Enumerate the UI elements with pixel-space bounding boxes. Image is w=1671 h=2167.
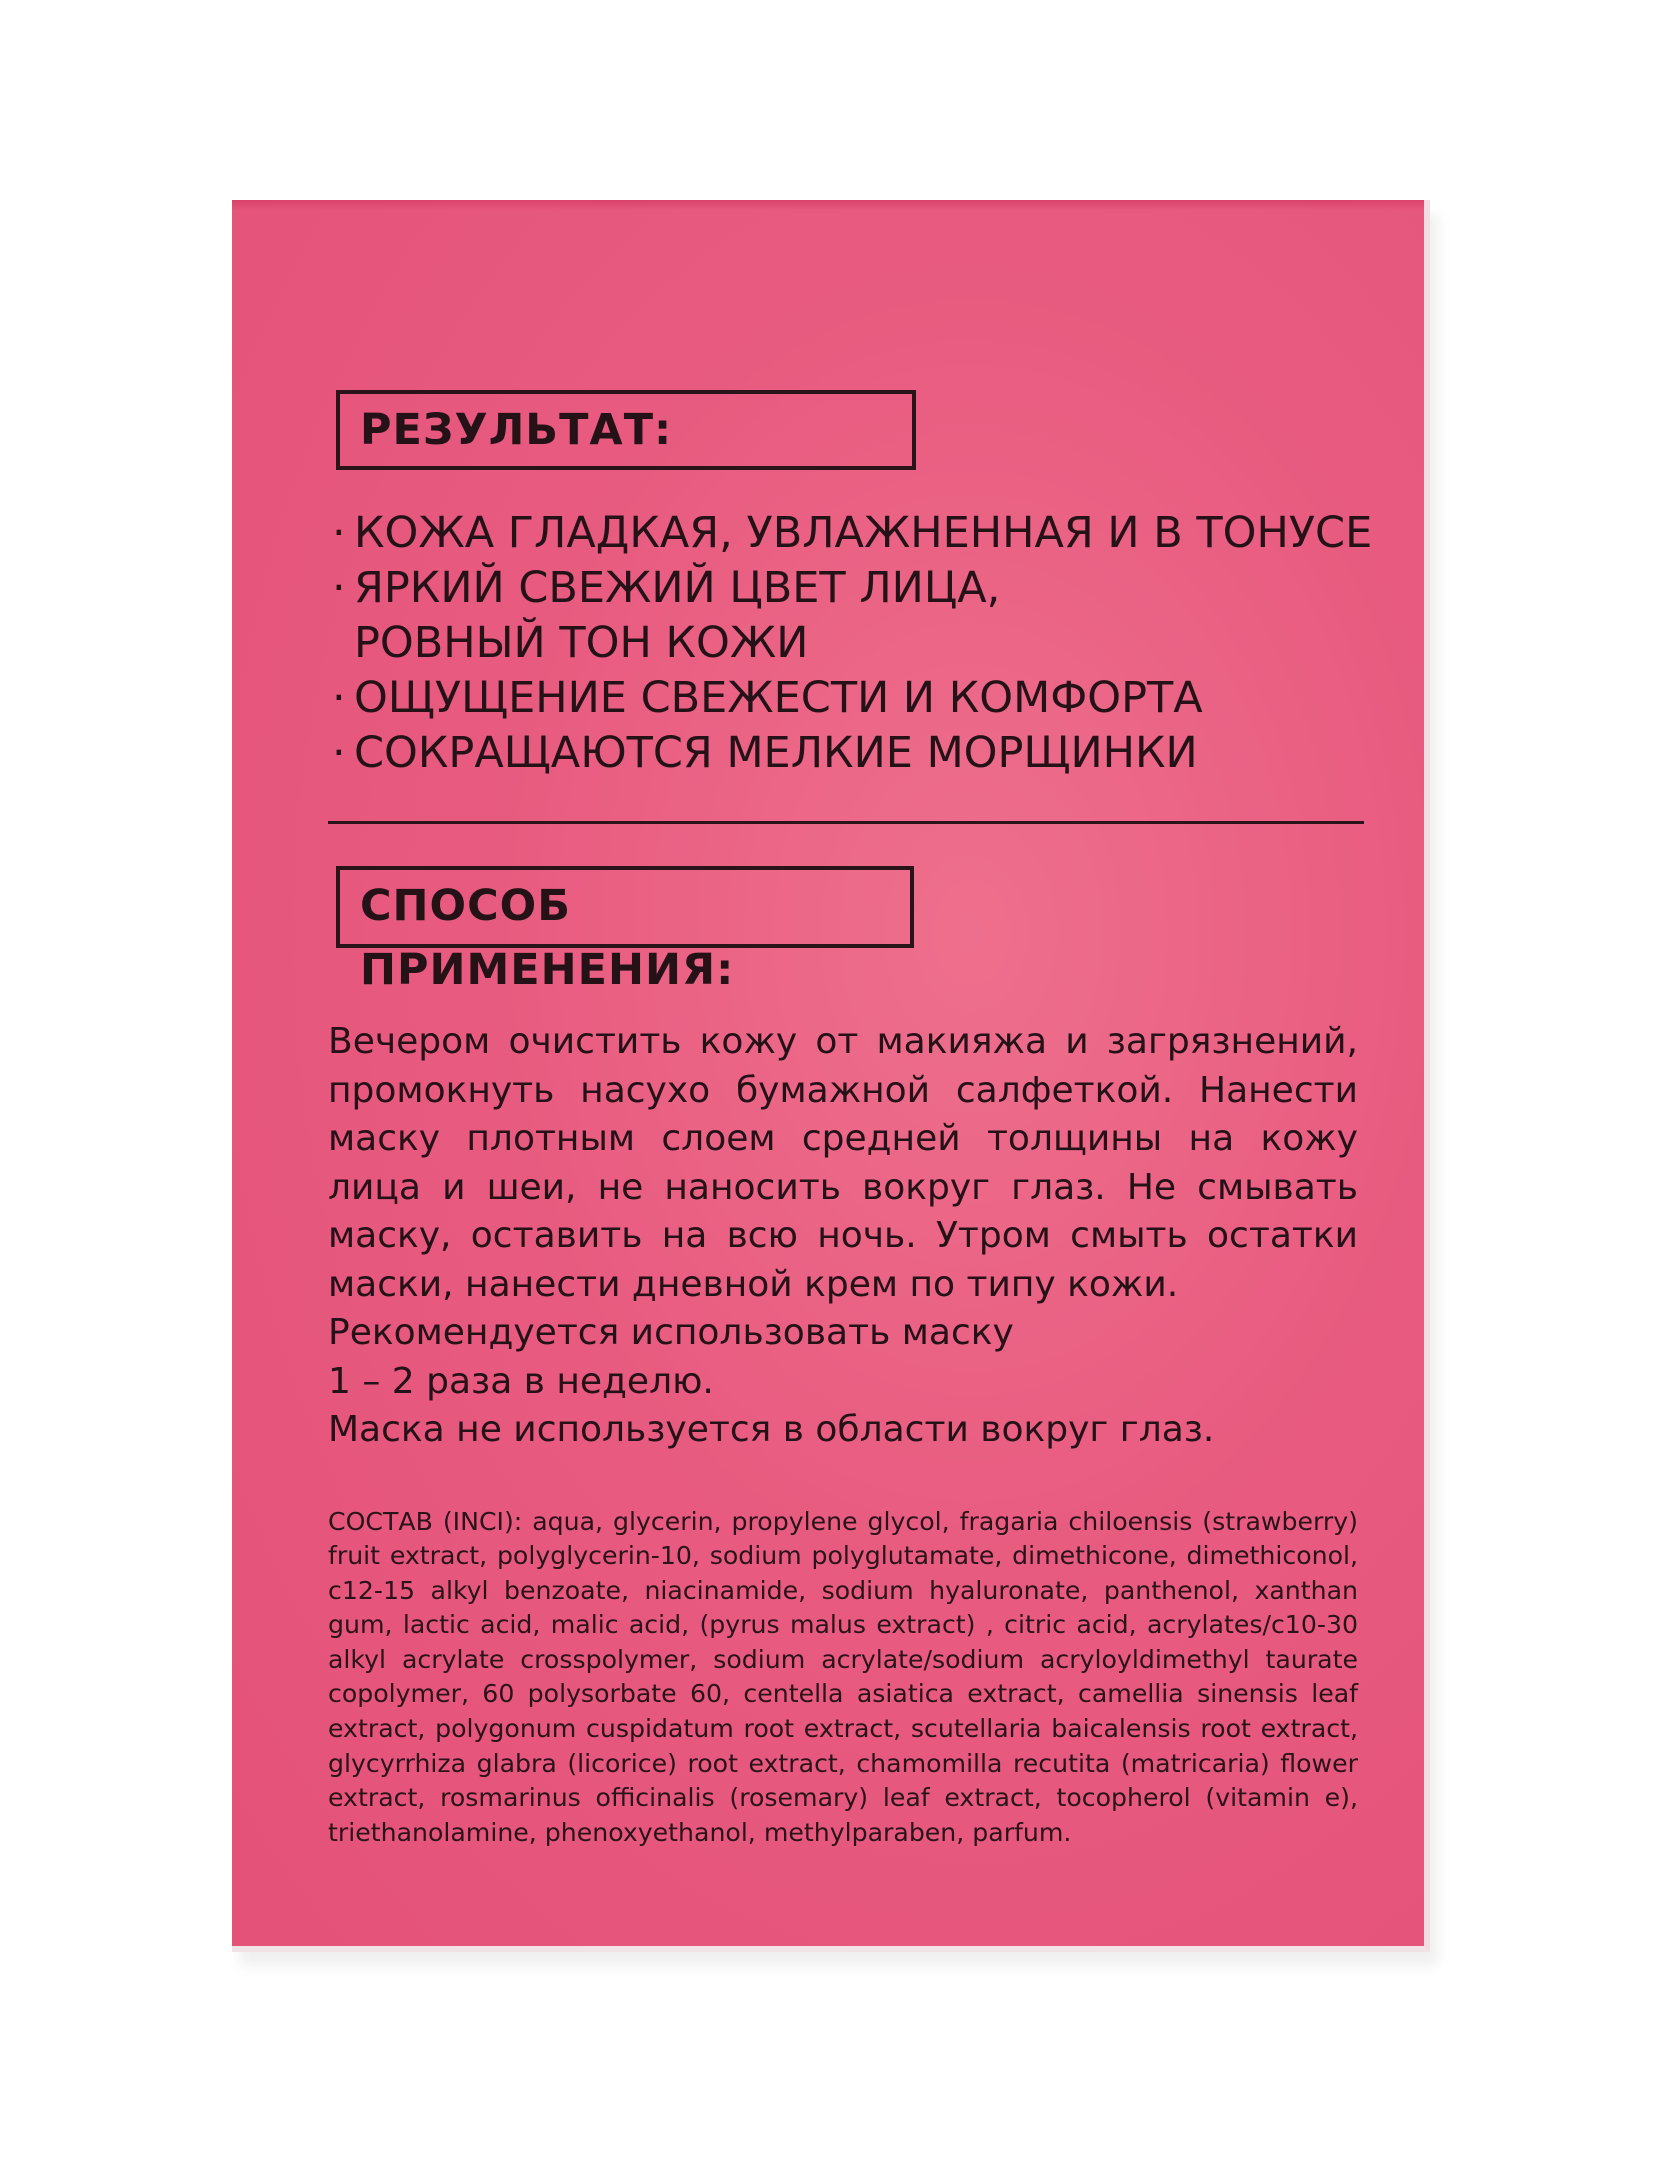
result-bullet-list bbox=[328, 506, 1378, 781]
result-bullet-item bbox=[328, 726, 1378, 781]
result-bullet-text: СОКРАЩАЮТСЯ МЕЛКИЕ МОРЩИНКИ bbox=[354, 728, 1198, 778]
result-bullet-text: ОЩУЩЕНИЕ СВЕЖЕСТИ И КОМФОРТА bbox=[354, 673, 1203, 723]
bullet-dot-icon: · bbox=[332, 673, 346, 723]
result-heading: РЕЗУЛЬТАТ: bbox=[336, 390, 916, 470]
package-back-panel bbox=[232, 200, 1430, 1952]
method-heading: СПОСОБ ПРИМЕНЕНИЯ: bbox=[336, 866, 914, 948]
result-bullet-item bbox=[328, 671, 1378, 726]
method-recommendation bbox=[328, 1309, 1358, 1455]
result-bullet-item bbox=[328, 561, 1378, 616]
method-recommend-line-1: Рекомендуется использовать маску bbox=[328, 1312, 1014, 1353]
result-bullet-text: РОВНЫЙ ТОН КОЖИ bbox=[354, 618, 809, 668]
bullet-dot-icon: · bbox=[332, 508, 346, 558]
result-bullet-continuation bbox=[328, 616, 1378, 671]
label-content bbox=[328, 390, 1378, 1850]
package-top-edge bbox=[232, 200, 1424, 210]
result-bullet-text: КОЖА ГЛАДКАЯ, УВЛАЖНЕННАЯ И В ТОНУСЕ bbox=[354, 508, 1373, 558]
method-recommend-line-2: 1 – 2 раза в неделю. bbox=[328, 1360, 714, 1402]
method-note: Маска не используется в области вокруг глаз. bbox=[328, 1409, 1215, 1450]
result-bullet-item bbox=[328, 506, 1378, 561]
result-bullet-text: ЯРКИЙ СВЕЖИЙ ЦВЕТ ЛИЦА, bbox=[354, 563, 1001, 613]
ingredients-list: СОСТАВ (INCI): aqua, glycerin, propylene glycol, fragaria chiloensis (strawberry) fruit extract, polyglycerin-10, sodium polyglutamate, dimethicone, dimethiconol, c12-15 alkyl benzoate, niacinamide, sodium hyaluronate, panthenol, xanthan gum, lactic acid, malic acid, (pyrus malus extract) , citric acid, acrylates/c10-30 alkyl acrylate crosspolymer, sodium acrylate/sodium acryloyldimethyl taurate copolymer, 60 polysorbate 60, centella asiatica extract, camellia sinensis leaf extract, polygonum cuspidatum root extract, scutellaria baicalensis root extract, glycyrrhiza glabra (licorice) root extract, chamomilla recutita (matricaria) flower extract, rosmarinus officinalis (rosemary) leaf extract, tocopherol (vitamin e), triethanolamine, phenoxyethanol, methylparaben, parfum. bbox=[328, 1506, 1358, 1847]
bullet-dot-icon: · bbox=[332, 728, 346, 778]
method-paragraph bbox=[328, 1018, 1358, 1309]
method-instructions: Вечером очистить кожу от макияжа и загрязнений, промокнуть насухо бумажной салфеткой. Нанести маску плотным слоем средней толщины на кожу лица и шеи, не наносить вокруг глаз. Не смывать маску, оставить на всю ночь. Утром смыть остатки маски, нанести дневной крем по типу кожи. bbox=[328, 1021, 1358, 1305]
bullet-dot-icon: · bbox=[332, 563, 346, 613]
